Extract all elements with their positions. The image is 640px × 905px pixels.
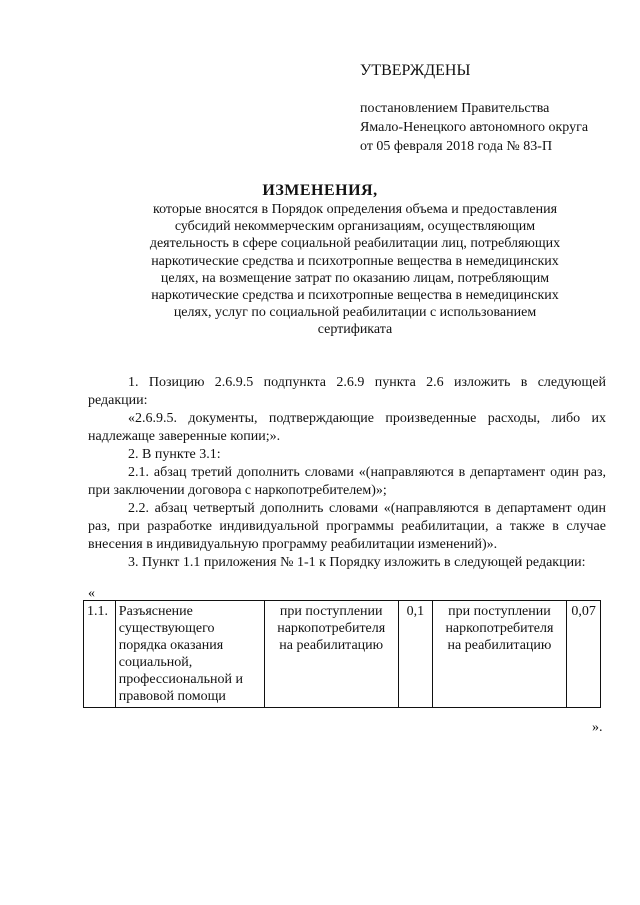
subtitle-line: наркотические средства и психотропные вещества в немедицинских [151, 253, 559, 269]
paragraph-5: 2.2. абзац четвертый дополнить словами «(направляются в департамент один раз, при разработке индивидуальной программы реабилитации, а также в случае внесения в индивидуальную программу реабилитации изменений)». [88, 501, 606, 552]
cell-line: при поступлении [279, 604, 383, 619]
quote-open: « [88, 586, 95, 601]
cell-line: профессиональной и [118, 672, 244, 687]
document-title: ИЗМЕНЕНИЯ, [262, 182, 378, 199]
value-cell-1: 0,1 [398, 601, 432, 708]
paragraph-1: 1. Позицию 2.6.9.5 подпункта 2.6.9 пункта 2.6 изложить в следующей редакции: [88, 375, 606, 408]
paragraph-2: «2.6.9.5. документы, подтверждающие произведенные расходы, либо их надлежаще заверенные копии;». [88, 411, 606, 444]
cell-line: при поступлении [448, 604, 551, 619]
cell-line: на реабилитацию [447, 638, 552, 653]
subtitle-line: субсидий некоммерческим организациям, осуществляющим [174, 219, 536, 235]
cell-line: социальной, [118, 655, 193, 670]
cell-line: существующего [118, 621, 215, 636]
subtitle-line: которые вносятся в Порядок определения объема и предоставления [152, 202, 558, 217]
value-cell-2: 0,07 [567, 601, 601, 708]
condition-cell-1 [264, 601, 398, 708]
paragraph-4: 2.1. абзац третий дополнить словами «(направляются в департамент один раз, при заключении договора с наркопотребителем)»; [88, 465, 606, 498]
cell-line: Разъяснение [118, 604, 193, 619]
cell-line: на реабилитацию [279, 638, 384, 653]
document-subtitle [120, 201, 590, 339]
decree-line: от 05 февраля 2018 года № 83-П [360, 139, 553, 154]
subtitle-line: целях, услуг по социальной реабилитации с использованием [173, 305, 537, 321]
cell-line: наркопотребителя [277, 621, 386, 636]
document-body [88, 374, 606, 572]
condition-cell-2 [432, 601, 566, 708]
service-name-cell [115, 601, 264, 708]
approved-heading: УТВЕРЖДЕНЫ [360, 62, 471, 79]
decree-reference [360, 99, 588, 156]
paragraph-3: 2. В пункте 3.1: [128, 447, 221, 462]
decree-line: постановлением Правительства [360, 101, 550, 116]
cell-line: наркопотребителя [445, 621, 554, 636]
changes-table [83, 600, 601, 708]
subtitle-line: деятельность в сфере социальной реабилитации лиц, потребляющих [149, 236, 561, 252]
table-row [84, 601, 601, 708]
paragraph-6: 3. Пункт 1.1 приложения № 1-1 к Порядку изложить в следующей редакции: [128, 555, 586, 570]
decree-line: Ямало-Ненецкого автономного округа [360, 120, 589, 135]
subtitle-line: наркотические средства и психотропные вещества в немедицинских [151, 288, 559, 304]
row-number: 1.1. [84, 601, 116, 708]
subtitle-line: целях, на возмещение затрат по оказанию лицам, потребляющим [160, 270, 550, 286]
cell-line: порядка оказания [118, 638, 224, 653]
subtitle-line: сертификата [317, 322, 393, 338]
quote-close: ». [592, 720, 603, 735]
cell-line: правовой помощи [118, 689, 226, 704]
